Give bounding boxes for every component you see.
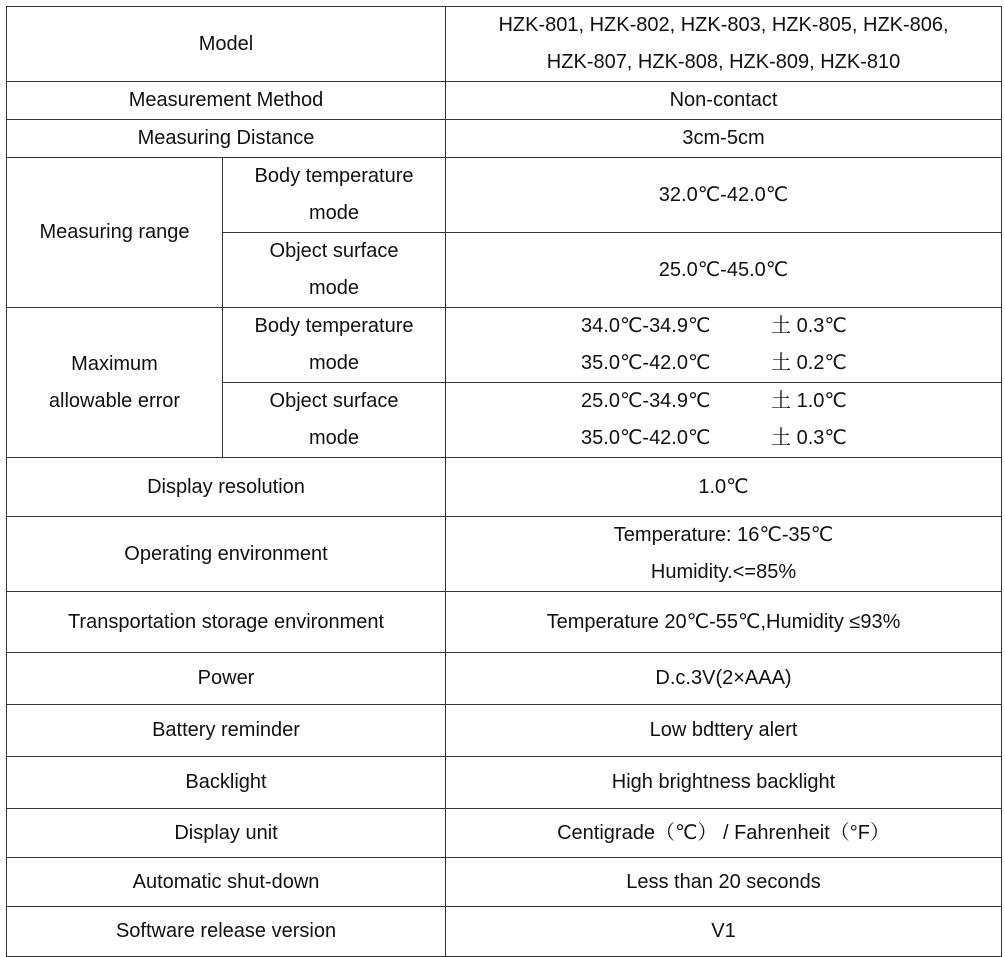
- backlight-label: Backlight: [7, 757, 446, 809]
- battery-reminder-value: Low bdttery alert: [446, 705, 1002, 757]
- mode-label-line: Body temperature: [254, 165, 414, 187]
- max-error-body-values: [446, 308, 1002, 383]
- power-label: Power: [7, 653, 446, 705]
- transport-storage-label: Transportation storage environment: [7, 592, 446, 653]
- error-entry: [452, 308, 995, 345]
- error-tolerance: 土 0.3℃: [771, 315, 847, 337]
- row-display-resolution: [7, 458, 1002, 517]
- model-value: [446, 7, 1002, 82]
- mode-label-line: mode: [308, 427, 360, 449]
- operating-humidity: Humidity.<=85%: [650, 561, 797, 583]
- max-error-object-mode-label: [223, 383, 446, 458]
- display-unit-label: Display unit: [7, 809, 446, 858]
- error-entry: [452, 383, 995, 420]
- operating-environment-label: Operating environment: [7, 517, 446, 592]
- measuring-distance-label: Measuring Distance: [7, 120, 446, 158]
- model-value-line-2: HZK-807, HZK-808, HZK-809, HZK-810: [546, 51, 901, 73]
- mode-label-line: mode: [308, 352, 360, 374]
- software-version-value: V1: [446, 907, 1002, 957]
- row-measuring-distance: [7, 120, 1002, 158]
- auto-shutdown-label: Automatic shut-down: [7, 858, 446, 907]
- auto-shutdown-value: Less than 20 seconds: [446, 858, 1002, 907]
- error-range: 34.0℃-34.9℃: [581, 315, 711, 337]
- measuring-range-body-value: 32.0℃-42.0℃: [446, 158, 1002, 233]
- error-tolerance: 土 1.0℃: [771, 390, 847, 412]
- software-version-label: Software release version: [7, 907, 446, 957]
- max-error-body-mode-label: [223, 308, 446, 383]
- max-error-label-line: allowable error: [48, 389, 181, 412]
- row-operating-environment: [7, 517, 1002, 592]
- measuring-distance-value: 3cm-5cm: [446, 120, 1002, 158]
- error-entry: [452, 420, 995, 457]
- row-display-unit: [7, 809, 1002, 858]
- error-tolerance: 土 0.2℃: [771, 352, 847, 374]
- measurement-method-label: Measurement Method: [7, 82, 446, 120]
- model-label: Model: [7, 7, 446, 82]
- display-resolution-label: Display resolution: [7, 458, 446, 517]
- row-power: [7, 653, 1002, 705]
- measuring-range-object-value: 25.0℃-45.0℃: [446, 233, 1002, 308]
- row-auto-shutdown: [7, 858, 1002, 907]
- specification-table: [6, 6, 1002, 957]
- transport-storage-value: Temperature 20℃-55℃,Humidity ≤93%: [446, 592, 1002, 653]
- row-backlight: [7, 757, 1002, 809]
- row-software-version: [7, 907, 1002, 957]
- error-range: 35.0℃-42.0℃: [581, 427, 711, 449]
- error-range: 35.0℃-42.0℃: [581, 352, 711, 374]
- backlight-value: High brightness backlight: [446, 757, 1002, 809]
- mode-label-line: Object surface: [269, 240, 399, 262]
- measuring-range-label: Measuring range: [7, 158, 223, 308]
- row-model: [7, 7, 1002, 82]
- max-error-label: [7, 308, 223, 458]
- row-transport-storage: [7, 592, 1002, 653]
- display-resolution-value: 1.0℃: [446, 458, 1002, 517]
- measurement-method-value: Non-contact: [446, 82, 1002, 120]
- model-value-line-1: HZK-801, HZK-802, HZK-803, HZK-805, HZK-806,: [498, 14, 949, 36]
- error-entry: [452, 345, 995, 382]
- mode-label-line: Body temperature: [254, 315, 414, 337]
- max-error-object-values: [446, 383, 1002, 458]
- error-range: 25.0℃-34.9℃: [581, 390, 711, 412]
- row-battery-reminder: [7, 705, 1002, 757]
- mode-label-line: mode: [308, 277, 360, 299]
- row-measuring-range-body: [7, 158, 1002, 233]
- mode-label-line: Object surface: [269, 390, 399, 412]
- mode-label-line: mode: [308, 202, 360, 224]
- max-error-label-line: Maximum: [71, 352, 158, 375]
- operating-temperature: Temperature: 16℃-35℃: [613, 524, 834, 546]
- measuring-range-body-mode-label: [223, 158, 446, 233]
- row-measurement-method: [7, 82, 1002, 120]
- error-tolerance: 土 0.3℃: [771, 427, 847, 449]
- power-value: D.c.3V(2×AAA): [446, 653, 1002, 705]
- row-max-error-body: [7, 308, 1002, 383]
- operating-environment-value: [446, 517, 1002, 592]
- battery-reminder-label: Battery reminder: [7, 705, 446, 757]
- display-unit-value: Centigrade（℃） / Fahrenheit（°F）: [446, 809, 1002, 858]
- measuring-range-object-mode-label: [223, 233, 446, 308]
